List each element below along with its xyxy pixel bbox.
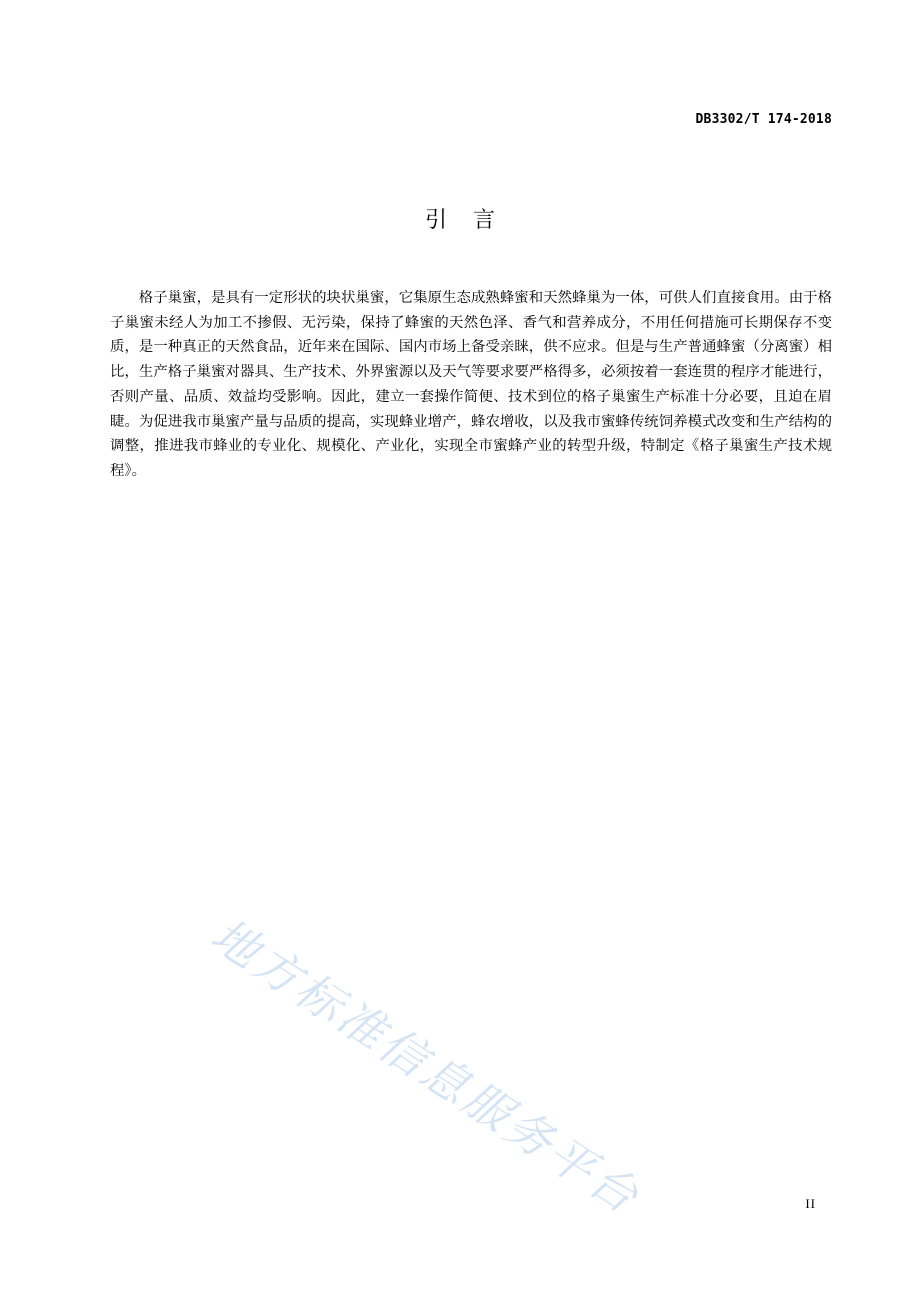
introduction-paragraph: 格子巢蜜，是具有一定形状的块状巢蜜，它集原生态成熟蜂蜜和天然蜂巢为一体，可供人们直接食用。由于格子巢蜜未经人为加工不掺假、无污染，保持了蜂蜜的天然色泽、香气和营养成分，不用任何措施可长期保存不变质，是一种真正的天然食品，近年来在国际、国内市场上备受亲睐，供不应求。但是与生产普通蜂蜜（分离蜜）相比，生产格子巢蜜对器具、生产技术、外界蜜源以及天气等要求要严格得多，必须按着一套连贯的程序才能进行，否则产量、品质、效益均受影响。因此，建立一套操作简便、技术到位的格子巢蜜生产标准十分必要，且迫在眉睫。为促进我市巢蜜产量与品质的提高，实现蜂业增产，蜂农增收，以及我市蜜蜂传统饲养模式改变和生产结构的调整，推进我市蜂业的专业化、规模化、产业化，实现全市蜜蜂产业的转型升级，特制定《格子巢蜜生产技术规程》。 [110, 290, 832, 479]
page-number: II [805, 1196, 816, 1211]
section-title: 引言 [424, 208, 521, 233]
standard-code: DB3302/T 174-2018 [695, 112, 832, 127]
watermark-text: 地方标准信息服务平台 [201, 907, 651, 1226]
